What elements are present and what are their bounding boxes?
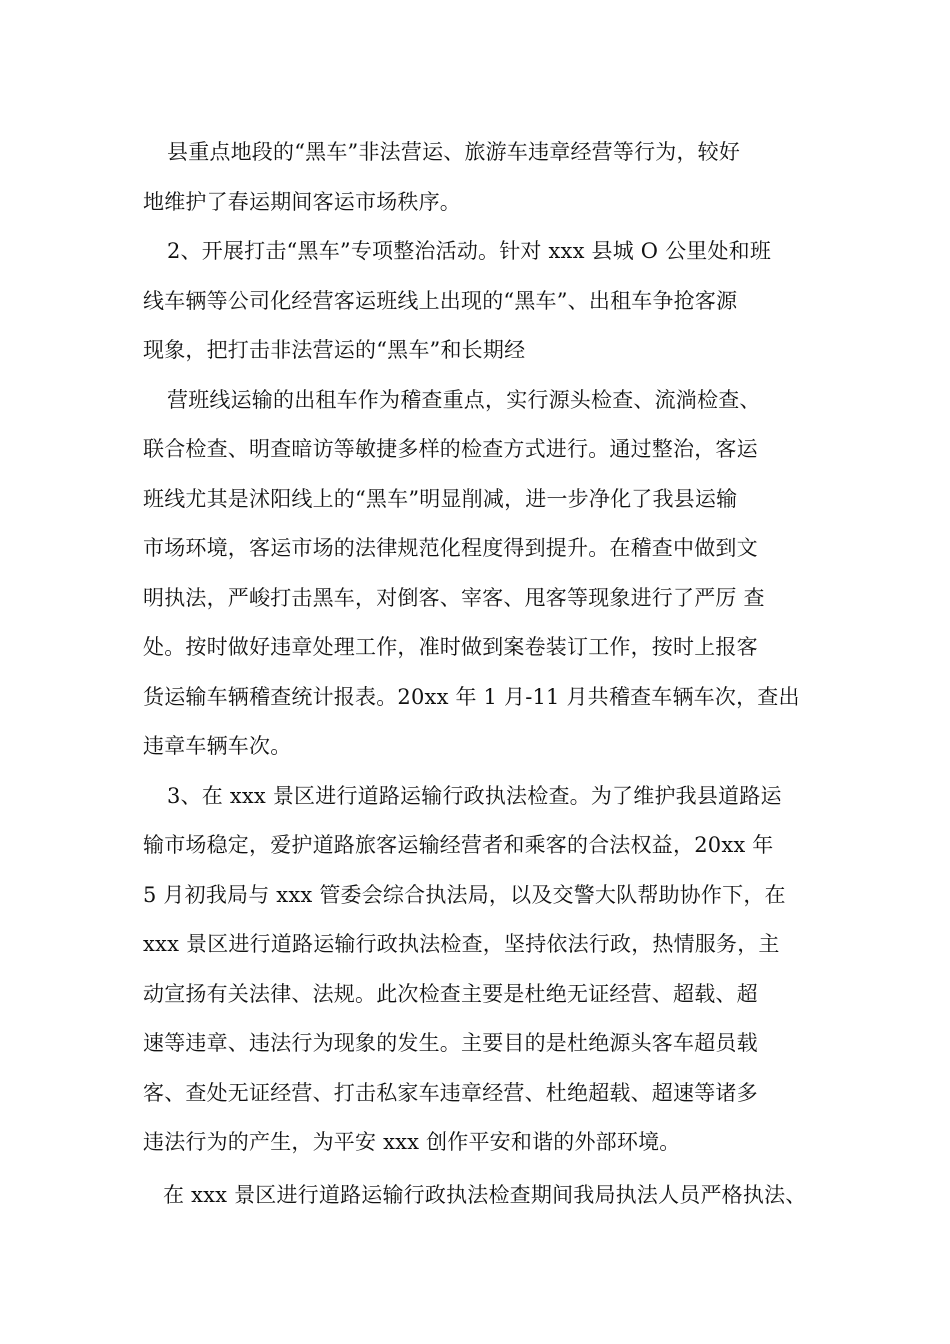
text-line: 3、在 xxx 景区进行道路运输行政执法检查。为了维护我县道路运 — [167, 783, 782, 808]
text-line: 地维护了春运期间客运市场秩序。 — [143, 189, 461, 214]
text-line: 2、开展打击“黑车”专项整治活动。针对 xxx 县城 O 公里处和班 — [167, 239, 772, 263]
text-line: 联合检查、明查暗访等敏捷多样的检查方式进行。通过整治，客运 — [143, 437, 758, 461]
text-line: 现象，把打击非法营运的“黑车”和长期经 — [143, 338, 526, 362]
text-line: 市场环境，客运市场的法律规范化程度得到提升。在稽查中做到文 — [143, 536, 758, 560]
text-line: 客、查处无证经营、打击私家车违章经营、杜绝超载、超速等诸多 — [143, 1080, 758, 1105]
text-line: 违法行为的产生，为平安 xxx 创作平安和谐的外部环境。 — [143, 1130, 681, 1154]
text-line: 班线尤其是沭阳线上的“黑车”明显削减，进一步净化了我县运输 — [143, 486, 738, 511]
text-line: 在 xxx 景区进行道路运输行政执法检查期间我局执法人员严格执法、 — [163, 1182, 807, 1207]
text-line: 线车辆等公司化经营客运班线上出现的“黑车”、出租车争抢客源 — [143, 288, 738, 313]
text-line: 动宣扬有关法律、法规。此次检查主要是杜绝无证经营、超载、超 — [143, 981, 758, 1006]
text-line: 违章车辆车次。 — [143, 734, 292, 758]
text-line: 输市场稳定，爱护道路旅客运输经营者和乘客的合法权益，20xx 年 — [143, 833, 774, 857]
text-line: 县重点地段的“黑车”非法营运、旅游车违章经营等行为，较好 — [167, 140, 741, 164]
text-line: 处。按时做好违章处理工作，准时做到案卷装订工作，按时上报客 — [143, 635, 758, 659]
text-line: xxx 景区进行道路运输行政执法检查，坚持依法行政，热情服务，主 — [143, 932, 780, 956]
text-line: 速等违章、违法行为现象的发生。主要目的是杜绝源头客车超员载 — [143, 1031, 758, 1055]
document-body — [143, 128, 823, 1220]
text-line: 货运输车辆稽查统计报表。20xx 年 1 月-11 月共稽查车辆车次，查出 — [143, 684, 800, 709]
text-line: 明执法，严峻打击黑车，对倒客、宰客、甩客等现象进行了严厉 查 — [143, 585, 765, 610]
text-line: 5 月初我局与 xxx 管委会综合执法局，以及交警大队帮助协作下，在 — [143, 882, 786, 907]
text-line: 营班线运输的出租车作为稽查重点，实行源头检查、流淌检查、 — [167, 387, 761, 412]
